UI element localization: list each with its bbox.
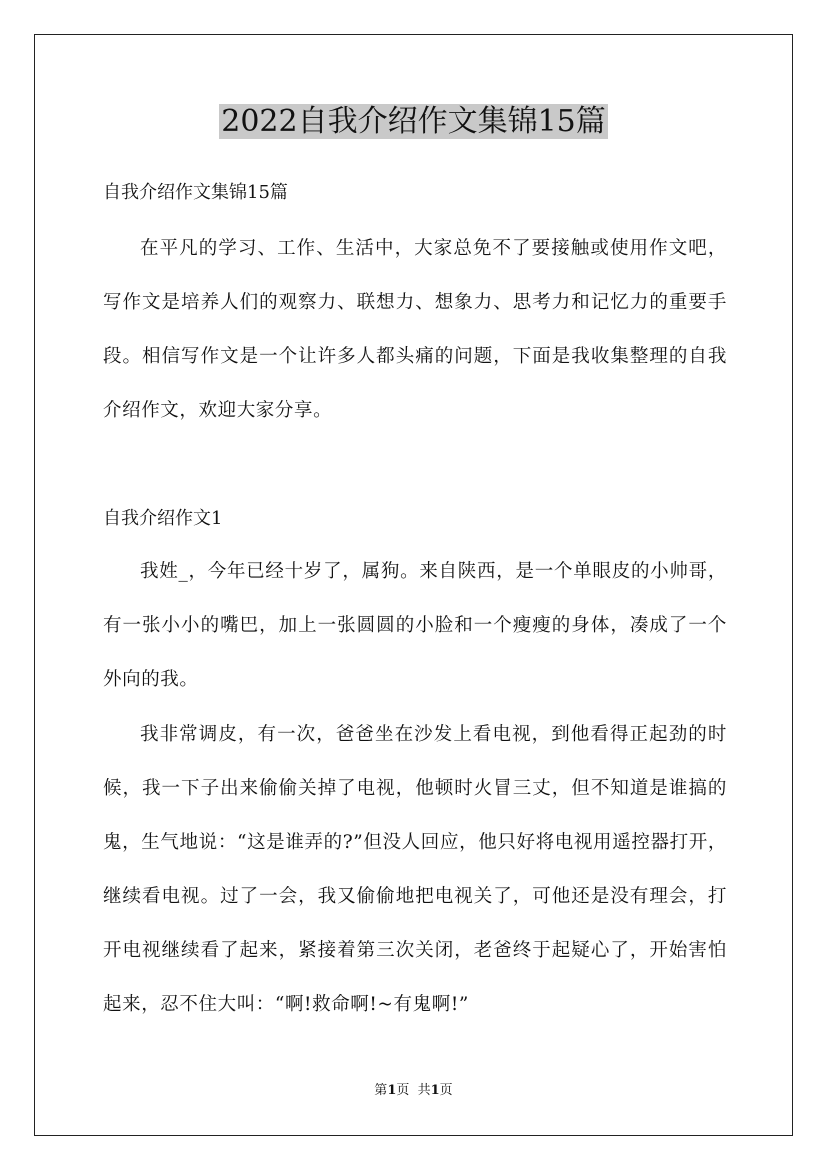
intro-paragraph: 在平凡的学习、工作、生活中，大家总免不了要接触或使用作文吧，写作文是培养人们的观察力、联想力、想象力、思考力和记忆力的重要手段。相信写作文是一个让许多人都头痛的问题，下面是我收集整理的自我介绍作文，欢迎大家分享。	[103, 238, 727, 421]
footer-page-total: 1	[430, 1083, 440, 1098]
page-footer	[0, 1082, 827, 1100]
footer-mid: 页 共	[396, 1083, 431, 1098]
section-heading: 自我介绍作文1	[103, 508, 223, 529]
section-paragraph-2: 我非常调皮，有一次，爸爸坐在沙发上看电视，到他看得正起劲的时候，我一下子出来偷偷关掉了电视，他顿时火冒三丈，但不知道是谁搞的鬼，生气地说：“这是谁弄的?”但没人回应，他只好将电视用遥控器打开，继续看电视。过了一会，我又偷偷地把电视关了，可他还是没有理会，打开电视继续看了起来，紧接着第三次关闭，老爸终于起疑心了，开始害怕起来，忍不住大叫：“啊!救命啊!~有鬼啊!”	[103, 724, 727, 1015]
footer-page-current: 1	[387, 1083, 397, 1098]
footer-prefix: 第	[374, 1083, 388, 1098]
document-subtitle: 自我介绍作文集锦15篇	[103, 182, 288, 203]
footer-suffix: 页	[439, 1083, 453, 1098]
document-title	[0, 104, 827, 140]
document-title-text: 2022自我介绍作文集锦15篇	[221, 104, 606, 139]
section-paragraph-1: 我姓_，今年已经十岁了，属狗。来自陕西，是一个单眼皮的小帅哥，有一张小小的嘴巴，加上一张圆圆的小脸和一个瘦瘦的身体，凑成了一个外向的我。	[103, 561, 727, 690]
